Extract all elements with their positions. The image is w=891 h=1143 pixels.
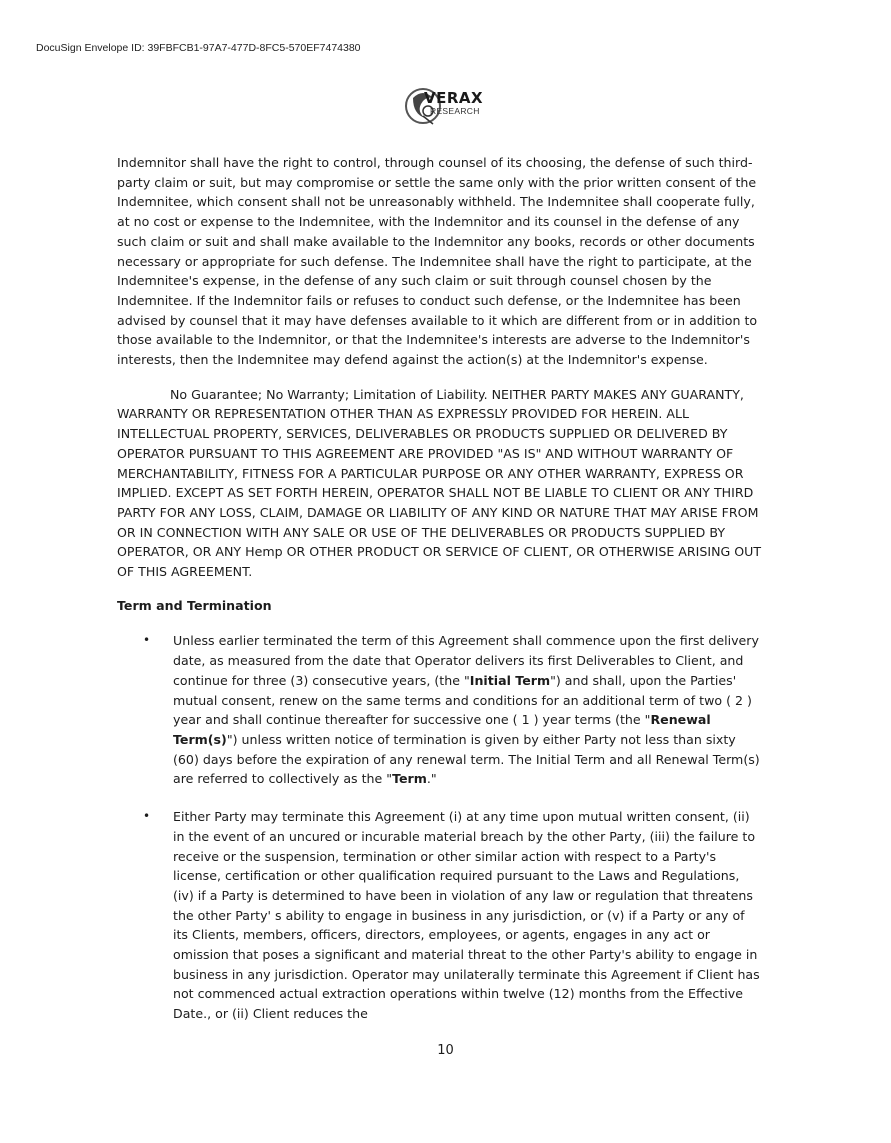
defined-term-initial: Initial Term [469,672,551,688]
page-number: 10 [437,1043,454,1058]
bullet-item-termination [117,807,762,1024]
indemnification-paragraph: Indemnitor shall have the right to control, through counsel of its choosing, the defense of such third-party claim or suit, but may compromise or settle the same only with the prior written consent of the Indemnitee, which consent shall not be unreasonably withheld. The Indemnitee shall cooperate fully, at no cost or expense to the Indemnitee, with the Indemnitor and its counsel in the defense of any such claim or suit and shall make available to the Indemnitor any books, records or other documents necessary or appropriate for such defense. The Indemnitee shall have the right to participate, at the Indemnitee's expense, in the defense of any such claim or suit through counsel chosen by the Indemnitee. If the Indemnitor fails or refuses to conduct such defense, or the Indemnitee has been advised by counsel that it may have defenses available to it which are different from or in addition to those available to the Indemnitor, or that the Indemnitee's interests are adverse to the Indemnitor's interests, then the Indemnitee may defend against the action(s) at the Indemnitor's expense. [117,155,758,368]
bullet-text: ." [426,771,437,787]
bullet-text: Unless earlier terminated the term of this Agreement shall commence upon the first delivery date, as measured from the date that Operator delivers its first Deliverables to Client, and continue for three (3) consecutive years, (the " [173,633,759,688]
bullet-text: Either Party may terminate this Agreement (i) at any time upon mutual written consent, (ii) in the event of an uncured or incurable material breach by the other Party, (iii) the failure to receive or the suspension, termination or other similar action with respect to a Party's license, certification or other qualification required pursuant to the Laws and Regulations, (iv) if a Party is determined to have been in violation of any law or regulation that threatens the other Party' s ability to engage in business in any jurisdiction, or (v) if a Party or any of its Clients, members, officers, directors, employees, or agents, engages in any act or omission that poses a significant and material threat to the other Party's ability to engage in business in any jurisdiction. Operator may unilaterally terminate this Agreement if Client has not commenced actual extraction operations within twelve (12) months from the Effective Date., or (ii) Client reduces the [173,809,760,1022]
docusign-envelope-id: DocuSign Envelope ID: 39FBFCB1-97A7-477D-8FC5-570EF7474380 [36,42,361,54]
bullet-text: ") and shall, upon the Parties' mutual consent, renew on the same terms and conditions for an additional term of two ( 2 ) year and shall continue thereafter for successive one ( 1 ) year terms (the " [173,672,752,728]
bullet-dot: • [143,809,151,824]
bullet-dot: • [143,633,151,648]
logo-subtitle: RESEARCH [430,106,480,116]
logo-name: VERAX [424,89,484,107]
defined-term-term: Term [392,771,427,787]
bullet-text: ") unless written notice of termination is given by either Party not less than sixty (60) days before the expiration of any renewal term. The Initial Term and all Renewal Term(s) are referred to collectively as the " [173,731,760,787]
bullet-item-term [117,631,762,789]
document-body [117,153,762,1042]
warranty-paragraph: No Guarantee; No Warranty; Limitation of Liability. NEITHER PARTY MAKES ANY GUARANTY, WARRANTY OR REPRESENTATION OTHER THAN AS EXPRESSLY PROVIDED FOR HEREIN. ALL INTELLECTUAL PROPERTY, SERVICES, DELIVERABLES OR PRODUCTS SUPPLIED OR DELIVERED BY OPERATOR PURSUANT TO THIS AGREEMENT ARE PROVIDED "AS IS" AND WITHOUT WARRANTY OF MERCHANTABILITY, FITNESS FOR A PARTICULAR PURPOSE OR ANY OTHER WARRANTY, EXPRESS OR IMPLIED. EXCEPT AS SET FORTH HEREIN, OPERATOR SHALL NOT BE LIABLE TO CLIENT OR ANY THIRD PARTY FOR ANY LOSS, CLAIM, DAMAGE OR LIABILITY OF ANY KIND OR NATURE THAT MAY ARISE FROM OR IN CONNECTION WITH ANY SALE OR USE OF THE DELIVERABLES OR PRODUCTS SUPPLIED BY OPERATOR, OR ANY Hemp OR OTHER PRODUCT OR SERVICE OF CLIENT, OR OTHERWISE ARISING OUT OF THIS AGREEMENT. [117,386,762,580]
section-heading-term: Term and Termination [117,597,272,613]
verax-research-logo [403,84,483,128]
defined-term-renewal: Renewal Term(s) [173,712,711,747]
